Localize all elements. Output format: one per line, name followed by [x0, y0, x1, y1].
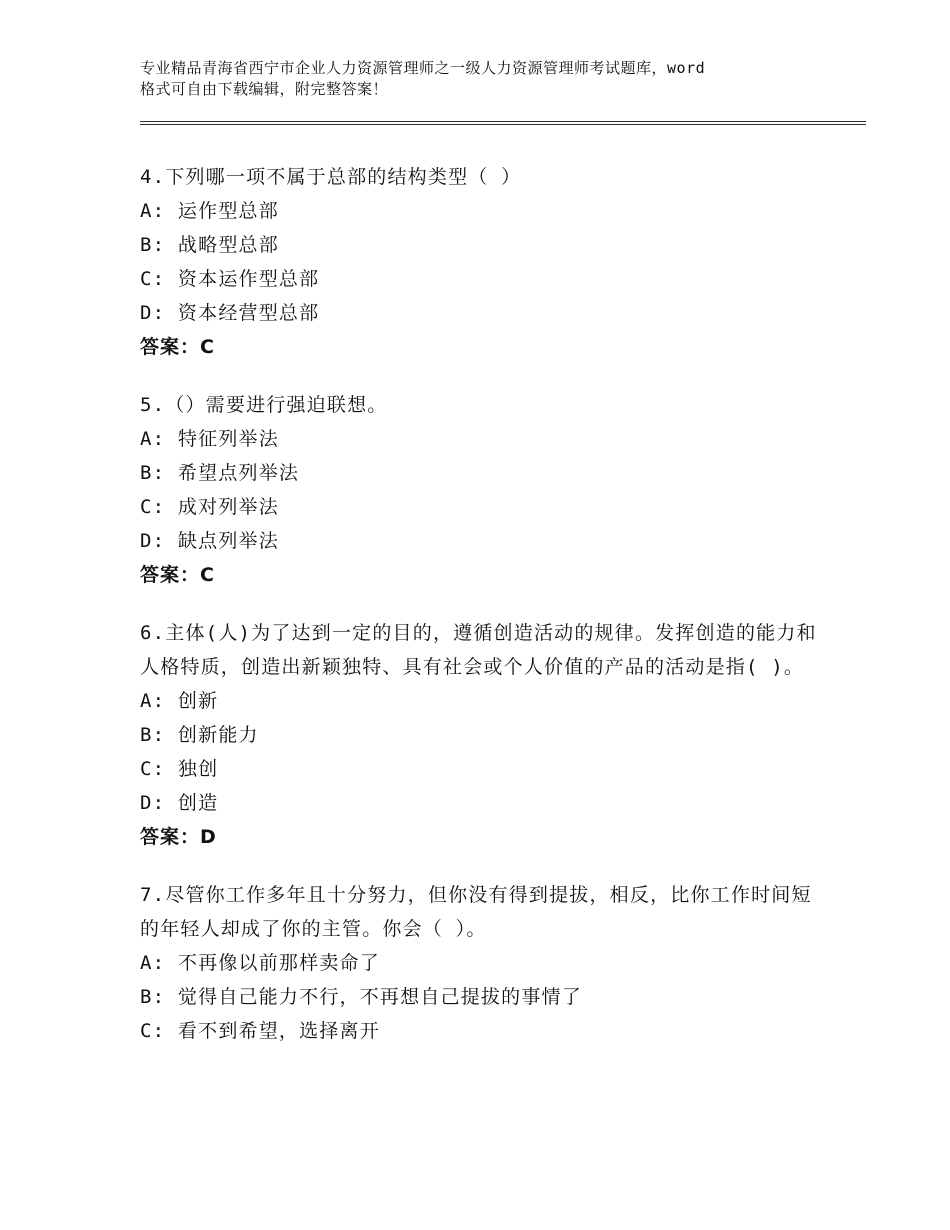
header-title-line-1: 专业精品青海省西宁市企业人力资源管理师之一级人力资源管理师考试题库，word [140, 59, 706, 77]
question-7 [140, 878, 830, 1048]
question-list [140, 160, 830, 1072]
option-c: C: 看不到希望，选择离开 [140, 1020, 380, 1042]
option-a: A: 不再像以前那样卖命了 [140, 952, 380, 974]
option-d: D: 资本经营型总部 [140, 302, 320, 324]
answer-line: 答案：C [140, 564, 215, 586]
option-c: C: 独创 [140, 758, 219, 780]
document-header [140, 58, 840, 100]
question-4 [140, 160, 830, 364]
question-stem: 5.（）需要进行强迫联想。 [140, 394, 388, 416]
question-6 [140, 616, 830, 854]
question-stem: 4.下列哪一项不属于总部的结构类型（ ） [140, 166, 522, 188]
answer-line: 答案：D [140, 826, 217, 848]
option-a: A: 特征列举法 [140, 428, 279, 450]
option-b: B: 希望点列举法 [140, 462, 300, 484]
header-divider-top [140, 121, 866, 122]
question-stem: 7.尽管你工作多年且十分努力，但你没有得到提拔，相反，比你工作时间短的年轻人却成了你的主管。你会（ ）。 [140, 884, 812, 940]
option-d: D: 缺点列举法 [140, 530, 279, 552]
answer-line: 答案：C [140, 336, 215, 358]
question-5 [140, 388, 830, 592]
option-a: A: 运作型总部 [140, 200, 279, 222]
option-b: B: 战略型总部 [140, 234, 279, 256]
option-c: C: 资本运作型总部 [140, 268, 320, 290]
option-d: D: 创造 [140, 792, 219, 814]
option-b: B: 创新能力 [140, 724, 259, 746]
option-a: A: 创新 [140, 690, 219, 712]
option-b: B: 觉得自己能力不行，不再想自己提拔的事情了 [140, 986, 582, 1008]
question-stem: 6.主体(人)为了达到一定的目的，遵循创造活动的规律。发挥创造的能力和人格特质，创造出新颖独特、具有社会或个人价值的产品的活动是指( )。 [140, 622, 817, 678]
option-c: C: 成对列举法 [140, 496, 279, 518]
header-divider-bottom [140, 124, 866, 125]
header-title-line-2: 格式可自由下载编辑，附完整答案！ [140, 80, 389, 98]
